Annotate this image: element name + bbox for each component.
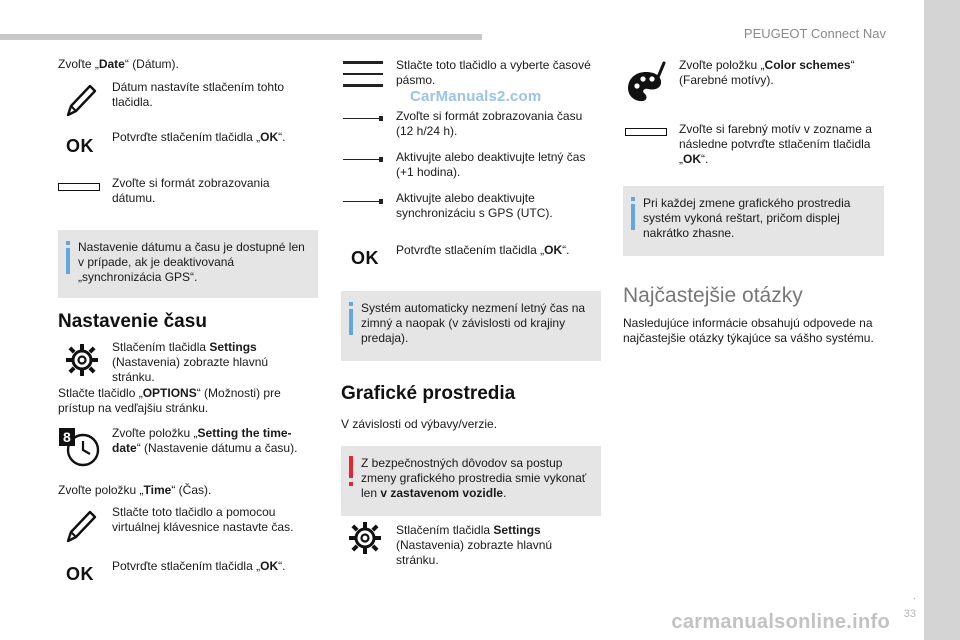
- heading-graphic-themes: Grafické prostredia: [341, 383, 516, 404]
- note-text: Systém automaticky nezmení letný čas na zimný a naopak (v závislosti od krajiny predaja).: [361, 301, 586, 345]
- graphics-subtitle: V závislosti od výbavy/verzie.: [341, 417, 498, 431]
- ok-icon: OK: [66, 135, 94, 156]
- step-select-scheme: Zvoľte si farebný motív v zozname a následne potvrďte stlačením tlačidla „OK“.: [679, 122, 872, 166]
- step-date-format: Zvoľte si formát zobrazovania dátumu.: [112, 176, 270, 205]
- info-dot-icon: [349, 302, 353, 306]
- step-edit-date: Dátum nastavíte stlačením tohto tlačidla.: [112, 80, 285, 109]
- step-dst: Aktivujte alebo deaktivujte letný čas (+1 hodina).: [396, 150, 586, 179]
- clock-settings-icon: [58, 424, 102, 470]
- step-open-settings: Stlačením tlačidla Settings (Nastavenia) zobrazte hlavnú stránku.: [396, 523, 553, 567]
- pencil-icon: [60, 504, 104, 548]
- footer-watermark: carmanualsonline.info: [671, 611, 890, 633]
- step-time-date: Zvoľte položku „Setting the time-date“ (Nastavenie dátumu a času).: [112, 426, 298, 455]
- toggle-line-icon: [343, 201, 383, 203]
- ok-icon: OK: [351, 247, 379, 268]
- info-dot-icon: [631, 197, 635, 201]
- toggle-line-icon: [343, 159, 383, 161]
- step-open-settings: Stlačením tlačidla Settings (Nastavenia) zobrazte hlavnú stránku.: [112, 340, 269, 384]
- step-options: Stlačte tlačidlo „OPTIONS“ (Možnosti) pre prístup na vedľajšiu stránku.: [58, 386, 281, 415]
- list-menu-icon: [343, 61, 383, 87]
- side-edge-bar: [924, 0, 960, 640]
- step-confirm-ok: Potvrďte stlačením tlačidla „OK“.: [396, 243, 570, 257]
- list-selector-icon: [625, 128, 667, 136]
- warning-text: Z bezpečnostných dôvodov sa postup zmeny grafického prostredia smie vykonať len v zastavenom vozidle.: [361, 456, 587, 500]
- header-bar: [0, 34, 482, 40]
- ok-icon: OK: [66, 563, 94, 584]
- info-bar-icon: [631, 204, 635, 230]
- page-header-title: PEUGEOT Connect Nav: [743, 26, 886, 41]
- gear-icon: [60, 338, 104, 382]
- warning-note: [341, 446, 601, 516]
- watermark: CarManuals2.com: [410, 88, 542, 105]
- gear-icon: [343, 516, 387, 560]
- page-dot: .: [912, 590, 916, 602]
- step-gps-sync: Aktivujte alebo deaktivujte synchronizáciu s GPS (UTC).: [396, 191, 553, 220]
- palette-icon: [625, 60, 669, 104]
- step-timezone: Stlačte toto tlačidlo a vyberte časové pásmo.: [396, 58, 591, 87]
- note-text: Pri každej zmene grafického prostredia systém vykoná reštart, pričom displej nakrátko zhasne.: [643, 196, 851, 240]
- format-selector-icon: [58, 183, 100, 191]
- info-bar-icon: [66, 248, 70, 274]
- toggle-line-icon: [343, 118, 383, 120]
- info-bar-icon: [349, 309, 353, 335]
- pencil-icon: [60, 78, 104, 122]
- heading-faq: Najčastejšie otázky: [623, 284, 803, 307]
- note-dst: [341, 291, 601, 361]
- info-dot-icon: [66, 241, 70, 245]
- time-intro: Zvoľte položku „Time“ (Čas).: [58, 483, 212, 497]
- step-confirm-ok: Potvrďte stlačením tlačidla „OK“.: [112, 559, 286, 573]
- date-intro: Zvoľte „Date“ (Dátum).: [58, 57, 179, 71]
- step-time-format: Zvoľte si formát zobrazovania času (12 h/24 h).: [396, 109, 583, 138]
- warning-dot-icon: [349, 482, 353, 486]
- step-color-schemes: Zvoľte položku „Color schemes“ (Farebné motívy).: [679, 58, 855, 87]
- faq-text: Nasledujúce informácie obsahujú odpovede na najčastejšie otázky týkajúce sa vášho systému.: [623, 316, 874, 345]
- heading-time-settings: Nastavenie času: [58, 311, 207, 332]
- note-restart: [623, 186, 884, 256]
- step-keyboard: Stlačte toto tlačidlo a pomocou virtuálnej klávesnice nastavte čas.: [112, 505, 294, 534]
- badge-number: 8: [63, 429, 71, 445]
- note-date-gps: [58, 230, 318, 298]
- step-confirm-ok: Potvrďte stlačením tlačidla „OK“.: [112, 130, 286, 144]
- warning-bar-icon: [349, 456, 353, 478]
- note-text: Nastavenie dátumu a času je dostupné len v prípade, ak je deaktivovaná „synchronizácia GPS“.: [78, 240, 305, 284]
- page-number: 33: [903, 608, 916, 620]
